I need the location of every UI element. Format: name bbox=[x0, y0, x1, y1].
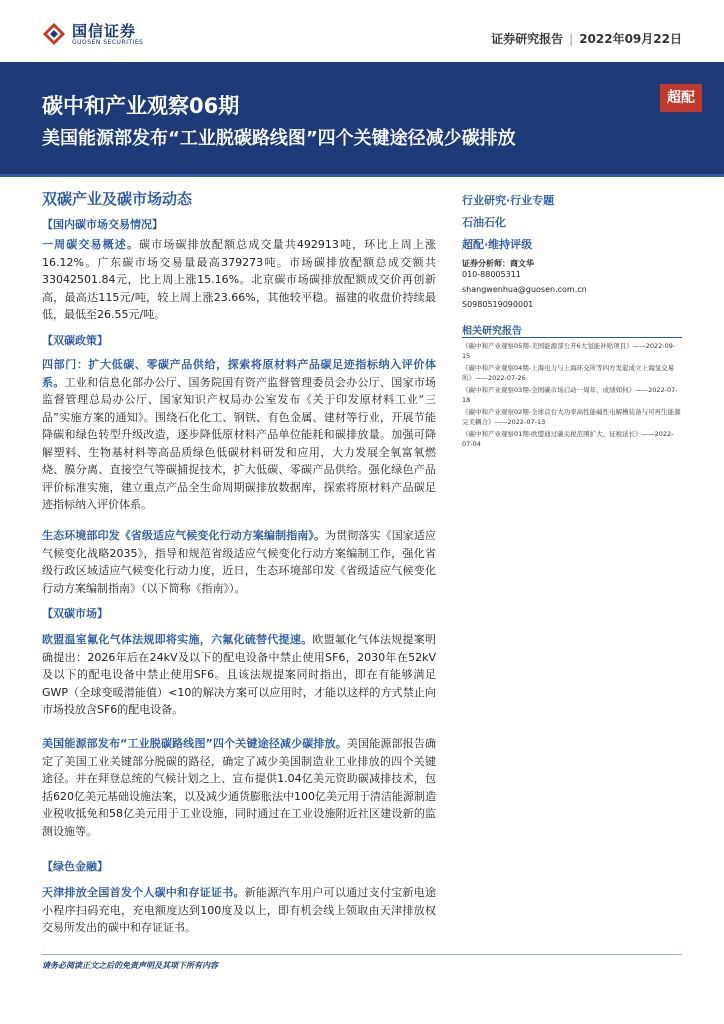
paragraph-lead: 四部门：扩大低碳、零碳产品供给，探索将原材料产品碳足迹指标纳入评价体系。 bbox=[42, 358, 436, 389]
paragraph-tianjin-certificate bbox=[42, 884, 436, 937]
analyst-line bbox=[462, 258, 682, 269]
tag-intl-market: 【双碳市场】 bbox=[42, 607, 108, 620]
paragraph-body: 新能源汽车用户可以通过支付宝新电途小程序扫码充电，充电额度达到100度及以上，即有机会线上领取由天津排放权交易所发出的碳中和存证证书。 bbox=[42, 886, 436, 934]
tag-carbon-market: 【国内碳市场交易情况】 bbox=[42, 218, 163, 231]
analyst-name: 商文华 bbox=[510, 259, 534, 268]
paragraph-body: 美国能源部报告确定了美国工业关键部分脱碳的路径，确定了减少美国制造业工业排放的四个关键途径。并在拜登总统的气候计划之上、宣布提供1.04亿美元资助碳减排技术，包括620亿美元基础设施法案，以及减少通货膨胀法中100亿美元用于清洁能源制造业税收抵免和58亿美元用于工业设施，同时通过在工业设施附近社区建设新的监测设施等。 bbox=[42, 737, 436, 838]
paragraph-us-doe bbox=[42, 735, 436, 840]
logo-text-en: GUOSEN SECURITIES bbox=[72, 39, 144, 46]
report-type: 证券研究报告 bbox=[491, 32, 564, 46]
related-report-item[interactable]: 《碳中和产业观察04期-上海电力与上海环交所等四方发起成立上海氢交易所》——2022-07-26 bbox=[462, 364, 675, 382]
rating-badge: 超配 bbox=[660, 84, 702, 112]
footer-disclaimer: 请务必阅读正文之后的免责声明及其项下所有内容 bbox=[42, 961, 218, 970]
report-date: 2022年09月22日 bbox=[579, 32, 682, 46]
banner-divider bbox=[0, 174, 724, 177]
paragraph-eu-fgas bbox=[42, 631, 436, 719]
paragraph-lead: 天津排放全国首发个人碳中和存证证书。 bbox=[42, 886, 245, 899]
paragraph-lead: 美国能源部发布“工业脱碳路线图”四个关键途径减少碳排放。 bbox=[42, 737, 347, 750]
tag-green-finance: 【绿色金融】 bbox=[42, 860, 108, 873]
report-subtitle: 美国能源部发布“工业脱碳路线图”四个关键途径减少碳排放 bbox=[42, 128, 516, 149]
analyst-email[interactable]: shangwenhua@guosen.com.cn bbox=[462, 285, 587, 294]
guosen-logo bbox=[42, 20, 212, 50]
related-reports-list bbox=[462, 341, 682, 449]
industry-rating: 超配·维持评级 bbox=[462, 238, 533, 251]
paragraph-climate-guide bbox=[42, 527, 436, 597]
related-report-item[interactable]: 《碳中和产业观察01期-欧盟通过碳关税范围扩大、征税延长》——2022-07-04 bbox=[462, 430, 674, 448]
paragraph-body: 欧盟氟化气体法规提案明确提出：2026年后在24kV及以下的配电设备中禁止使用SF6，2030年在52kV及以下的配电设备中禁止使用SF6。且该法规提案同时指出，即在有能够满足GWP（全球变暖潜能值）<10的解决方案可以应用时，才能以这样的方式禁止向市场投放含SF6的配电设备。 bbox=[42, 633, 437, 716]
section-title: 双碳产业及碳市场动态 bbox=[42, 190, 193, 208]
industry-name: 石油石化 bbox=[462, 216, 506, 229]
related-report-item[interactable]: 《碳中和产业观察05期-美国能源部公开6大氢能补贴项目》——2022-09-15 bbox=[462, 342, 676, 360]
report-category: 行业研究·行业专题 bbox=[462, 194, 555, 207]
paragraph-weekly-trading bbox=[42, 236, 436, 324]
paragraph-body: 工业和信息化部办公厅、国务院国有资产监督管理委员会办公厅、国家市场监督管理总局办公厅、国家知识产权局办公室发布《关于印发原材料工业“三品”实施方案的通知》。围绕石化化工、钢铁、有色金属、建材等行业，开展节能降碳和绿色转型升级改造，逐步降低原材料产品单位能耗和碳排放量。加强可降解塑料、生物基材料等高品质绿色低碳材料研发和应用，大力发展全氧富氧燃烧、膜分离、直接空气等碳捕捉技术，扩大低碳、零碳产品供给。强化绿色产品评价标准实施，建立重点产品全生命周期碳排放数据库，探索将原材料产品碳足迹指标纳入评价体系。 bbox=[42, 375, 436, 511]
related-report-item[interactable]: 《碳中和产业观察02期-全球首台大功率高性能碱性电解槽装备与可再生能源完美耦合》——2022-07-13 bbox=[462, 408, 681, 426]
paragraph-body: 碳市场碳排放配额总成交量共492913吨，环比上周上涨16.12%。广东碳市场交易量最高379273吨。市场碳排放配额总成交额共33042501.84元，比上周上涨15.16%。北京碳市场碳排放配额成交价再创新高，最高达115元/吨，较上周上涨23.66%，其他较平稳。福建的收盘价持续最低，最低至26.55元/吨。 bbox=[42, 238, 436, 321]
guosen-logo-icon bbox=[42, 22, 66, 46]
related-reports-divider bbox=[462, 337, 682, 338]
analyst-block bbox=[462, 258, 682, 310]
analyst-label: 证券分析师： bbox=[462, 259, 510, 268]
paragraph-lead: 一周碳交易概述。 bbox=[42, 238, 140, 251]
analyst-cert: S0980519090001 bbox=[462, 300, 534, 309]
paragraph-lead: 欧盟温室氟化气体法规即将实施，六氟化硫替代提速。 bbox=[42, 633, 313, 646]
analyst-phone: 010-88005311 bbox=[462, 270, 521, 279]
tag-policy: 【双碳政策】 bbox=[42, 334, 108, 347]
paragraph-body: 为贯彻落实《国家适应气候变化战略2035》，指导和规范省级适应气候变化行动方案编制工作，强化省级行政区域适应气候变化行动力度，近日，生态环境部印发《省级适应气候变化行动方案编制指南》（以下简称《指南》）。 bbox=[42, 529, 437, 595]
report-title: 碳中和产业观察06期 bbox=[42, 94, 240, 118]
related-reports-title: 相关研究报告 bbox=[462, 326, 522, 337]
report-meta: 证券研究报告 | 2022年09月22日 bbox=[491, 32, 682, 46]
paragraph-four-departments bbox=[42, 356, 436, 514]
related-report-item[interactable]: 《碳中和产业观察03期-全国碳市场启动一周年，成绩如何》——2022-07-18 bbox=[462, 386, 678, 404]
logo-text-cn: 国信证券 bbox=[72, 22, 137, 40]
paragraph-lead: 生态环境部印发《省级适应气候变化行动方案编制指南》。 bbox=[42, 529, 326, 542]
footer-divider bbox=[42, 954, 682, 955]
